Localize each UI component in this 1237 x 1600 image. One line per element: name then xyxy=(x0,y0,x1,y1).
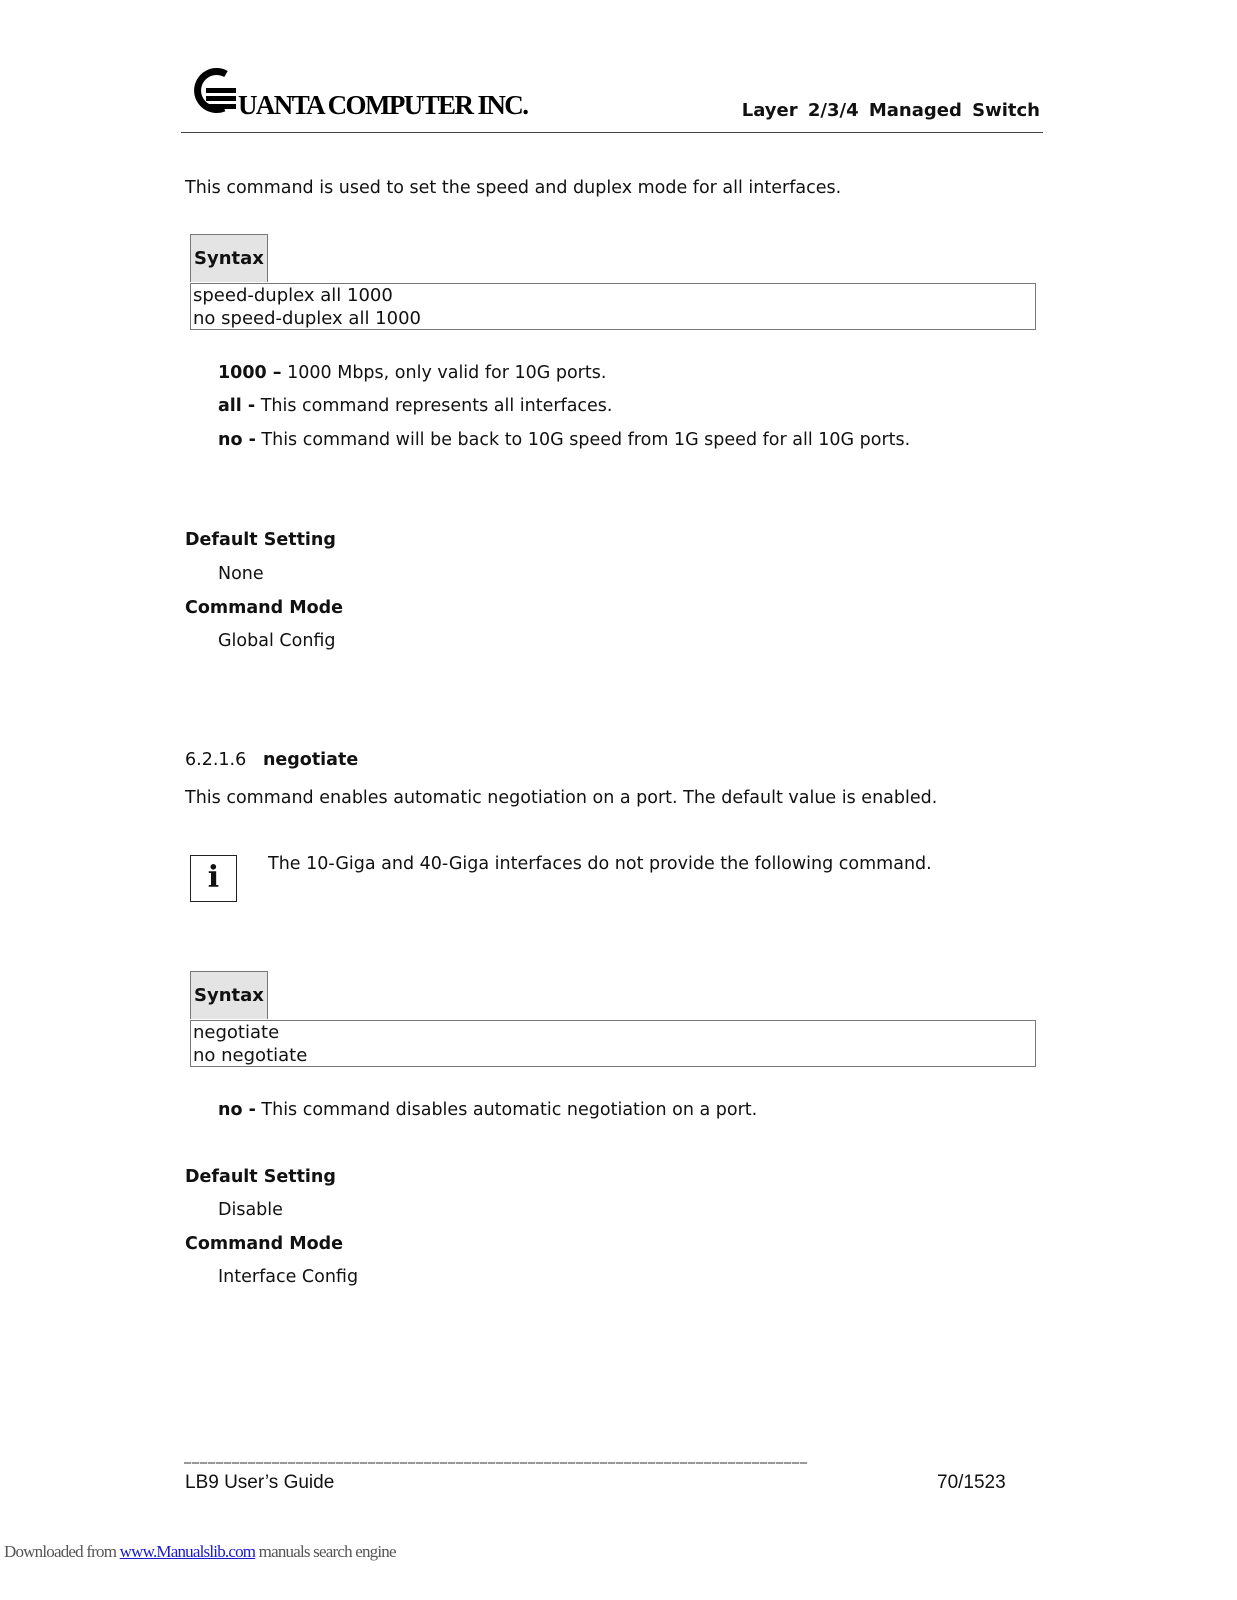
footer-guide-title: LB9 User’s Guide xyxy=(185,1472,335,1493)
manualslib-link[interactable]: www.Manualslib.com xyxy=(119,1542,256,1561)
param-1000 xyxy=(218,363,606,383)
param-all xyxy=(218,396,613,416)
syntax-label: Syntax xyxy=(194,985,264,1006)
syntax-box xyxy=(190,1020,1036,1067)
param-no xyxy=(218,1100,757,1120)
command-mode-heading: Command Mode xyxy=(185,1234,344,1254)
command-mode-value: Interface Config xyxy=(218,1267,359,1287)
download-prefix: Downloaded from xyxy=(4,1542,120,1561)
download-notice xyxy=(4,1542,396,1562)
syntax-line: speed-duplex all 1000 xyxy=(193,285,393,306)
param-text: This command disables automatic negotiation on a port. xyxy=(255,1100,758,1120)
syntax-line: negotiate xyxy=(193,1022,280,1043)
command-mode-value: Global Config xyxy=(218,631,336,651)
product-title: Layer 2/3/4 Managed Switch xyxy=(741,100,1040,121)
command-mode-heading: Command Mode xyxy=(185,598,344,618)
negotiate-description: This command enables automatic negotiation on a port. The default value is enabled. xyxy=(185,788,938,808)
param-term: all - xyxy=(218,396,256,416)
footer-divider: ______________________________________________________________________________ xyxy=(184,1448,808,1464)
syntax-line: no negotiate xyxy=(193,1045,308,1066)
company-logo xyxy=(186,64,566,120)
default-setting-heading: Default Setting xyxy=(185,1167,336,1187)
download-suffix: manuals search engine xyxy=(255,1542,396,1561)
note-text: The 10-Giga and 40-Giga interfaces do not provide the following command. xyxy=(268,854,932,874)
speed-duplex-description: This command is used to set the speed and duplex mode for all interfaces. xyxy=(185,178,842,198)
info-icon-glyph: i xyxy=(207,860,220,895)
param-text: This command will be back to 10G speed from 1G speed for all 10G ports. xyxy=(255,430,911,450)
section-heading xyxy=(185,750,358,770)
company-name: UANTA COMPUTER INC. xyxy=(238,90,528,120)
syntax-box xyxy=(190,283,1036,330)
section-title: negotiate xyxy=(262,750,359,770)
syntax-tab xyxy=(190,971,268,1019)
param-no xyxy=(218,430,910,450)
param-term: no - xyxy=(218,430,256,450)
default-setting-heading: Default Setting xyxy=(185,530,336,550)
syntax-tab xyxy=(190,234,268,282)
param-term: no - xyxy=(218,1100,256,1120)
default-setting-value: Disable xyxy=(218,1200,283,1220)
header-divider xyxy=(181,132,1043,133)
param-text: This command represents all interfaces. xyxy=(255,396,613,416)
param-text: 1000 Mbps, only valid for 10G ports. xyxy=(281,363,607,383)
syntax-label: Syntax xyxy=(194,248,264,269)
info-icon xyxy=(190,855,237,902)
footer-page-number: 70/1523 xyxy=(937,1472,1006,1493)
quanta-q-logo-icon xyxy=(186,64,242,116)
syntax-line: no speed-duplex all 1000 xyxy=(193,308,421,329)
section-number: 6.2.1.6 xyxy=(185,750,247,770)
param-term: 1000 – xyxy=(218,363,282,383)
default-setting-value: None xyxy=(218,564,264,584)
